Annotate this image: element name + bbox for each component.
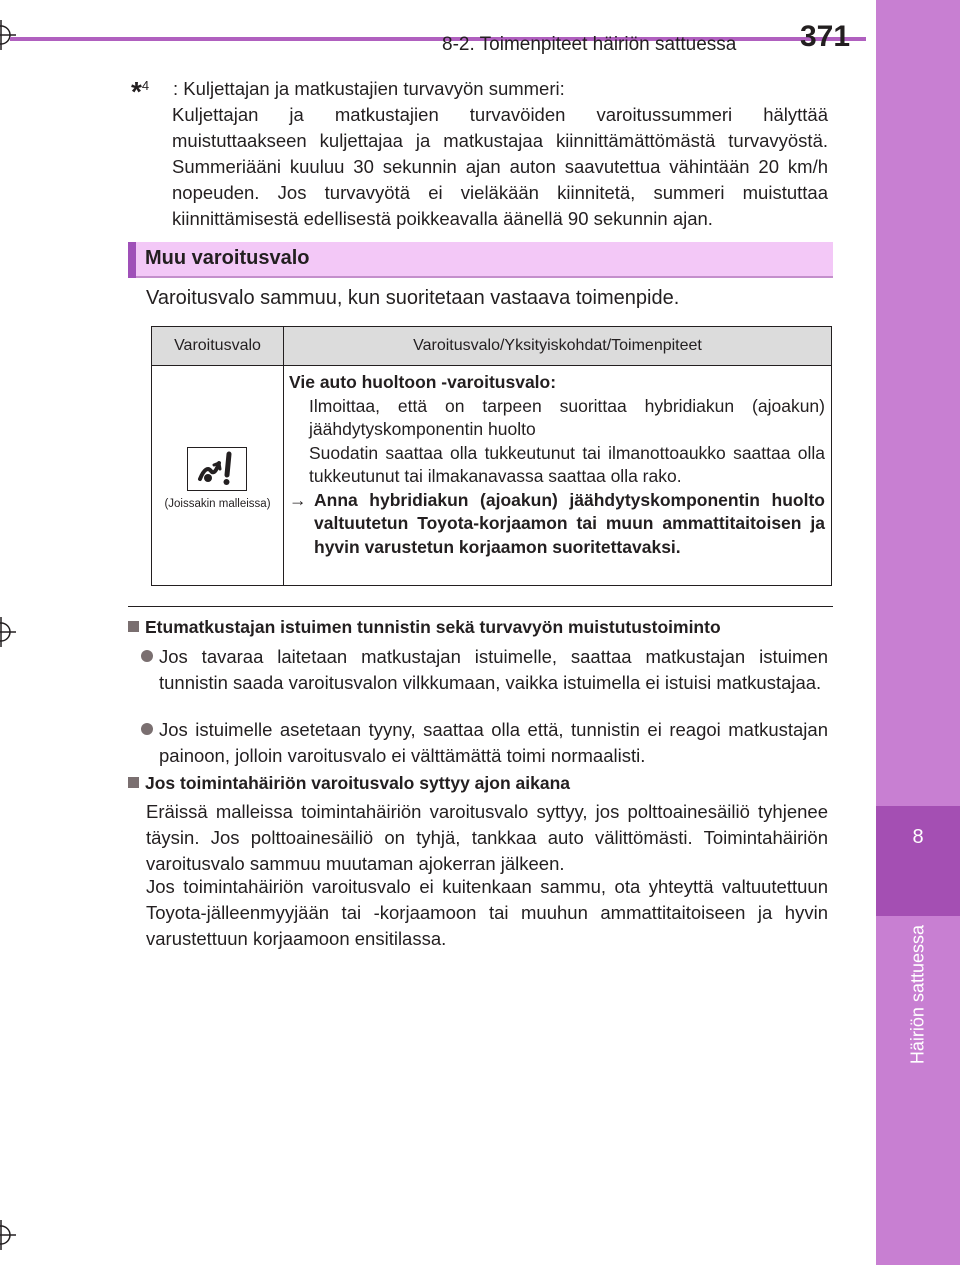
- note-heading: [128, 617, 828, 638]
- section-heading: [128, 242, 833, 278]
- chapter-number: 8: [912, 826, 924, 848]
- note-bullet-item: [128, 717, 828, 769]
- arrow-right-icon: →: [289, 489, 307, 510]
- footnote-number: 4: [141, 78, 150, 93]
- registration-mark-icon: [0, 1220, 16, 1250]
- registration-mark-icon: [0, 617, 16, 647]
- note-bullet-text: Jos tavaraa laitetaan matkustajan istuimelle, saattaa matkustajan istuimen tunnistin saada varoitusvalon vilkkumaan, vaikka istuimella ei istuisi matkustajaa.: [159, 646, 828, 693]
- note-heading-text: Etumatkustajan istuimen tunnistin sekä turvavyön muistutustoiminto: [145, 617, 721, 637]
- square-bullet-icon: [128, 621, 139, 632]
- warning-action: [289, 489, 825, 560]
- note-paragraph-text: Eräissä malleissa toimintahäiriön varoitusvalo syttyy, jos polttoainesäiliö tyhjenee täysin. Jos polttoainesäiliö on tyhjä, tankkaa auto välittömästi. Toimintahäiriön varoitusvalo sammuu muutaman ajokerran jälkeen.: [146, 801, 828, 874]
- chapter-label: Häiriön sattuessa: [907, 925, 928, 1065]
- table-header-warning-light: Varoitusvalo: [152, 327, 284, 366]
- note-malfunction: [128, 773, 828, 794]
- warning-action-text: Anna hybridiakun (ajoakun) jäähdytyskomponentin huolto valtuutetun Toyota-korjaamon tai muun ammattitaitoisen ja hyvin varustetun korjaamon suoritettavaksi.: [314, 489, 825, 557]
- footnote-mark: [131, 73, 150, 108]
- note-bullet-item: [128, 644, 828, 696]
- round-bullet-icon: [141, 650, 153, 662]
- section-divider: [128, 606, 833, 607]
- warning-title: Vie auto huoltoon -varoitusvalo:: [289, 372, 557, 392]
- note-heading: [128, 773, 828, 794]
- warning-detail-1: Ilmoittaa, että on tarpeen suorittaa hybridiakun (ajoakun) jäähdytyskomponentin huolto: [309, 395, 825, 439]
- note-heading-text: Jos toimintahäiriön varoitusvalo syttyy ajon aikana: [145, 773, 570, 793]
- note-paragraph: [128, 874, 828, 952]
- section-label: 8-2. Toimenpiteet häiriön sattuessa: [442, 34, 737, 55]
- footnote-title: : Kuljettajan ja matkustajien turvavyön summeri:: [173, 78, 565, 99]
- note-paragraph: [128, 799, 828, 877]
- table-cell-details: [289, 371, 825, 559]
- note-bullet: [128, 717, 828, 769]
- heading-accent: [128, 242, 136, 278]
- section-intro: Varoitusvalo sammuu, kun suoritetaan vastaava toimenpide.: [146, 287, 680, 309]
- header-rule: [10, 37, 866, 41]
- warning-light-table: [151, 326, 832, 586]
- note-bullet: [128, 644, 828, 696]
- chapter-tab[interactable]: [876, 806, 960, 916]
- hybrid-cooling-warning-icon: [187, 447, 247, 491]
- table-header-details: Varoitusvalo/Yksityiskohdat/Toimenpiteet: [284, 327, 831, 366]
- note-bullet-text: Jos istuimelle asetetaan tyyny, saattaa olla että, tunnistin ei reagoi matkustajan painoon, jolloin varoitusvalo ei välttämättä toimi normaalisti.: [159, 719, 828, 766]
- registration-mark-icon: [0, 20, 16, 50]
- footnote-text: Kuljettajan ja matkustajien turvavöiden varoitussummeri hälyttää muistuttaakseen kuljettajaa ja matkustajaa kiinnittämättömästä turvavyöstä. Summeriääni kuuluu 30 sekunnin ajan auton saavutettua vähintään 20 km/h nopeuden. Jos turvavyötä ei vieläkään kiinnitetä, summeri muistuttaa kiinnittämisestä edellisestä poikkeavalla äänellä 90 sekunnin ajan.: [172, 104, 828, 229]
- page-number: 371: [800, 20, 851, 53]
- table-column-divider: [283, 365, 284, 585]
- chapter-sidebar: [876, 0, 960, 1265]
- note-paragraph-text: Jos toimintahäiriön varoitusvalo ei kuitenkaan sammu, ota yhteyttä valtuutettuun Toyota-jälleenmyyjään tai -korjaamoon tai muuhun ammattitaitoiseen ja hyvin varustettuun korjaamoon ensitilassa.: [146, 876, 828, 949]
- icon-caption: (Joissakin malleissa): [164, 498, 271, 510]
- section-heading-text: Muu varoitusvalo: [145, 247, 310, 269]
- note-seat-sensor: [128, 617, 828, 638]
- warning-detail-2: Suodatin saattaa olla tukkeutunut tai ilmanottoaukko saattaa olla tukkeutunut tai ilmakanavassa saattaa olla rako.: [309, 442, 825, 486]
- square-bullet-icon: [128, 777, 139, 788]
- round-bullet-icon: [141, 723, 153, 735]
- footnote-star: *: [131, 76, 142, 108]
